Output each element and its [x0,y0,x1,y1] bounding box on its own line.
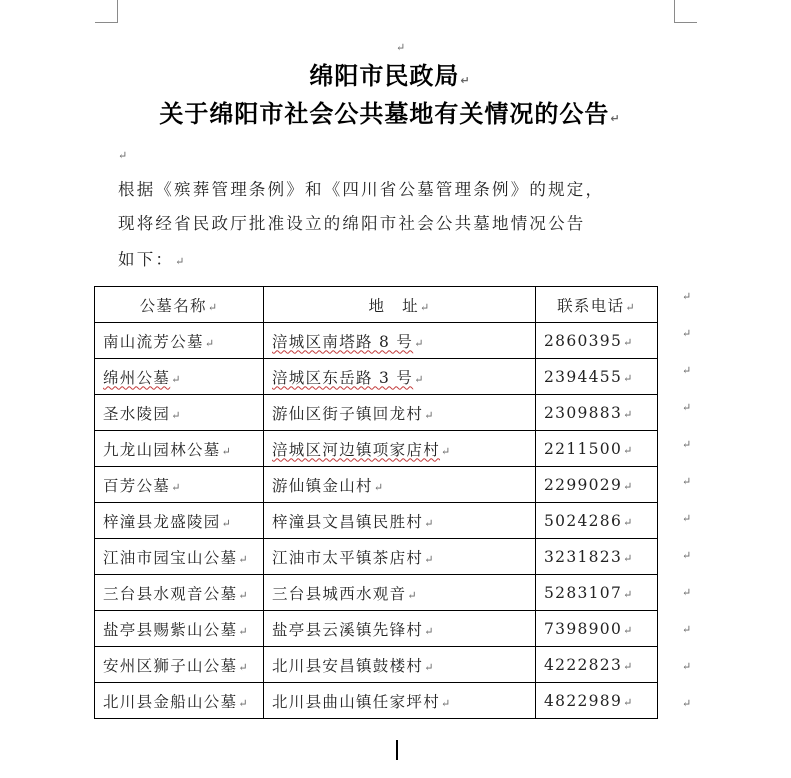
title-line1-text: 绵阳市民政局 [309,62,460,90]
row-end-mark-icon: ↵ [682,623,692,636]
cell-address-text: 北川县曲山镇任家坪村 [272,692,441,711]
cell-phone[interactable] [536,359,658,395]
header-cell-name[interactable] [95,287,264,323]
table-row [95,611,658,647]
cell-name[interactable] [95,323,264,359]
cell-end-mark-icon: ↵ [171,372,182,386]
cell-end-mark-icon: ↵ [623,587,634,601]
cell-name-text: 安州区狮子山公墓 [103,656,238,675]
cell-phone-text: 7398900 [544,619,623,638]
text-cursor[interactable] [396,740,398,760]
row-end-mark-icon: ↵ [682,549,692,562]
intro-paragraph-line3[interactable] [118,250,678,272]
cell-name-text: 江油市园宝山公墓 [103,548,238,567]
cell-end-mark-icon: ↵ [424,516,435,530]
cell-end-mark-icon: ↵ [238,552,249,566]
table-row [95,539,658,575]
cell-name-text: 梓潼县龙盛陵园 [103,512,221,531]
intro-paragraph-line1[interactable]: 根据《殡葬管理条例》和《四川省公墓管理条例》的规定， [118,180,605,199]
cell-name[interactable] [95,359,264,395]
cell-phone-text: 2394455 [544,367,623,386]
row-end-mark-icon: ↵ [682,512,692,525]
cell-phone-text: 5024286 [544,511,623,530]
paragraph-mark-icon: ↵ [396,41,406,54]
cell-end-mark-icon: ↵ [171,480,182,494]
cell-name[interactable] [95,683,264,719]
paragraph-mark-icon: ↵ [118,149,128,162]
cell-end-mark-icon: ↵ [207,300,219,314]
cell-end-mark-icon: ↵ [623,659,634,673]
row-end-mark-icon: ↵ [682,660,692,673]
cell-address[interactable] [264,323,536,359]
cell-name-text: 九龙山园林公墓 [103,440,221,459]
cell-name[interactable] [95,503,264,539]
row-end-mark-icon: ↵ [682,327,692,340]
cell-address-text: 三台县城西水观音 [272,584,407,603]
cell-name-text: 三台县水观音公墓 [103,584,238,603]
page-corner-mark-top-left [95,0,118,23]
cell-phone[interactable] [536,539,658,575]
cell-address-text: 江油市太平镇茶店村 [272,548,424,567]
cell-end-mark-icon: ↵ [441,444,452,458]
cell-end-mark-icon: ↵ [623,407,634,421]
cell-phone-text: 4822989 [544,691,623,710]
cell-end-mark-icon: ↵ [419,300,431,314]
cell-end-mark-icon: ↵ [171,408,182,422]
cell-end-mark-icon: ↵ [414,336,425,350]
table-row [95,431,658,467]
cell-name-text: 北川县金船山公墓 [103,692,238,711]
cell-name[interactable] [95,467,264,503]
cell-address[interactable] [264,431,536,467]
header-cell-address[interactable] [264,287,536,323]
cell-address-text: 涪城区南塔路 8 号 [272,332,414,351]
cell-address[interactable] [264,647,536,683]
table-row [95,395,658,431]
document-title-line1[interactable] [95,60,685,97]
cell-phone[interactable] [536,395,658,431]
paragraph-mark-icon: ↵ [610,112,621,125]
cell-end-mark-icon: ↵ [221,516,233,530]
cell-address-text: 梓潼县文昌镇民胜村 [272,512,424,531]
cell-name-text: 圣水陵园 [103,404,171,423]
cell-end-mark-icon: ↵ [623,371,634,385]
intro-line3-text: 如下： [118,250,175,269]
cell-phone-text: 4222823 [544,655,623,674]
cell-end-mark-icon: ↵ [238,660,249,674]
paragraph-mark-icon: ↵ [460,74,471,87]
cell-name[interactable] [95,611,264,647]
intro-paragraph-line2[interactable]: 现将经省民政厅批准设立的绵阳市社会公共墓地情况公告 [118,214,586,233]
cell-end-mark-icon: ↵ [623,335,634,349]
cell-name-text: 南山流芳公墓 [103,332,204,351]
cell-end-mark-icon: ↵ [623,623,634,637]
header-name-text: 公墓名称 [139,296,207,315]
cell-address-text: 盐亭县云溪镇先锋村 [272,620,424,639]
cell-address[interactable] [264,683,536,719]
cell-address[interactable] [264,359,536,395]
cell-phone[interactable] [536,431,658,467]
cell-address-text: 游仙区街子镇回龙村 [272,404,424,423]
cell-name[interactable] [95,539,264,575]
header-address-text: 地 址 [368,296,419,315]
cell-end-mark-icon: ↵ [424,624,435,638]
row-end-mark-icon: ↵ [682,586,692,599]
cell-phone[interactable] [536,323,658,359]
table-row [95,359,658,395]
row-end-mark-icon: ↵ [682,475,692,488]
paragraph-mark-icon: ↵ [175,255,187,268]
cell-end-mark-icon: ↵ [623,479,634,493]
cell-address[interactable] [264,611,536,647]
cell-phone[interactable] [536,647,658,683]
table-row [95,575,658,611]
cell-name-text: 绵州公墓 [103,368,171,387]
cell-phone[interactable] [536,683,658,719]
table-row [95,647,658,683]
cell-name[interactable] [95,431,264,467]
page-corner-mark-top-right [674,0,697,23]
table-row [95,683,658,719]
cell-phone[interactable] [536,611,658,647]
cell-address[interactable] [264,503,536,539]
cell-name[interactable] [95,647,264,683]
cell-address-text: 游仙镇金山村 [272,476,373,495]
cell-phone-text: 2309883 [544,403,623,422]
cell-end-mark-icon: ↵ [414,372,425,386]
cell-end-mark-icon: ↵ [221,444,233,458]
cell-phone-text: 3231823 [544,547,623,566]
cell-end-mark-icon: ↵ [623,695,634,709]
title-line2-text: 关于绵阳市社会公共墓地有关情况的公告 [159,100,610,128]
cell-phone-text: 5283107 [544,583,623,602]
cell-phone[interactable] [536,503,658,539]
table-row [95,323,658,359]
cemetery-table[interactable] [94,286,658,719]
cell-end-mark-icon: ↵ [625,300,636,314]
cell-phone-text: 2211500 [544,439,623,458]
row-end-mark-icon: ↵ [682,364,692,377]
cell-address-text: 北川县安昌镇鼓楼村 [272,656,424,675]
cell-end-mark-icon: ↵ [373,480,385,494]
cell-name[interactable] [95,575,264,611]
cell-address-text: 涪城区河边镇项家店村 [272,440,441,459]
cell-name-text: 盐亭县赐紫山公墓 [103,620,238,639]
header-phone-text: 联系电话 [557,296,625,315]
cell-end-mark-icon: ↵ [424,408,435,422]
row-end-mark-icon: ↵ [682,290,692,303]
cell-end-mark-icon: ↵ [424,552,435,566]
cell-end-mark-icon: ↵ [238,624,249,638]
row-end-mark-icon: ↵ [682,438,692,451]
cell-address[interactable] [264,575,536,611]
cell-phone[interactable] [536,467,658,503]
header-cell-phone[interactable] [536,287,658,323]
cell-end-mark-icon: ↵ [204,336,216,350]
cell-address[interactable] [264,395,536,431]
table-header-row [95,287,658,323]
cell-phone-text: 2299029 [544,475,623,494]
document-title-line2[interactable] [95,98,685,135]
cell-end-mark-icon: ↵ [238,588,249,602]
row-end-mark-icon: ↵ [682,697,692,710]
cell-end-mark-icon: ↵ [623,551,634,565]
cell-end-mark-icon: ↵ [424,660,435,674]
cell-name[interactable] [95,395,264,431]
cell-address[interactable] [264,539,536,575]
row-end-mark-icon: ↵ [682,401,692,414]
cell-end-mark-icon: ↵ [407,588,418,602]
cell-end-mark-icon: ↵ [623,515,634,529]
cell-name-text: 百芳公墓 [103,476,171,495]
table-row [95,467,658,503]
table-row [95,503,658,539]
cell-phone[interactable] [536,575,658,611]
cell-end-mark-icon: ↵ [623,443,634,457]
cell-address[interactable] [264,467,536,503]
cell-phone-text: 2860395 [544,331,623,350]
cell-end-mark-icon: ↵ [238,696,249,710]
cell-address-text: 涪城区东岳路 3 号 [272,368,414,387]
cell-end-mark-icon: ↵ [441,696,452,710]
